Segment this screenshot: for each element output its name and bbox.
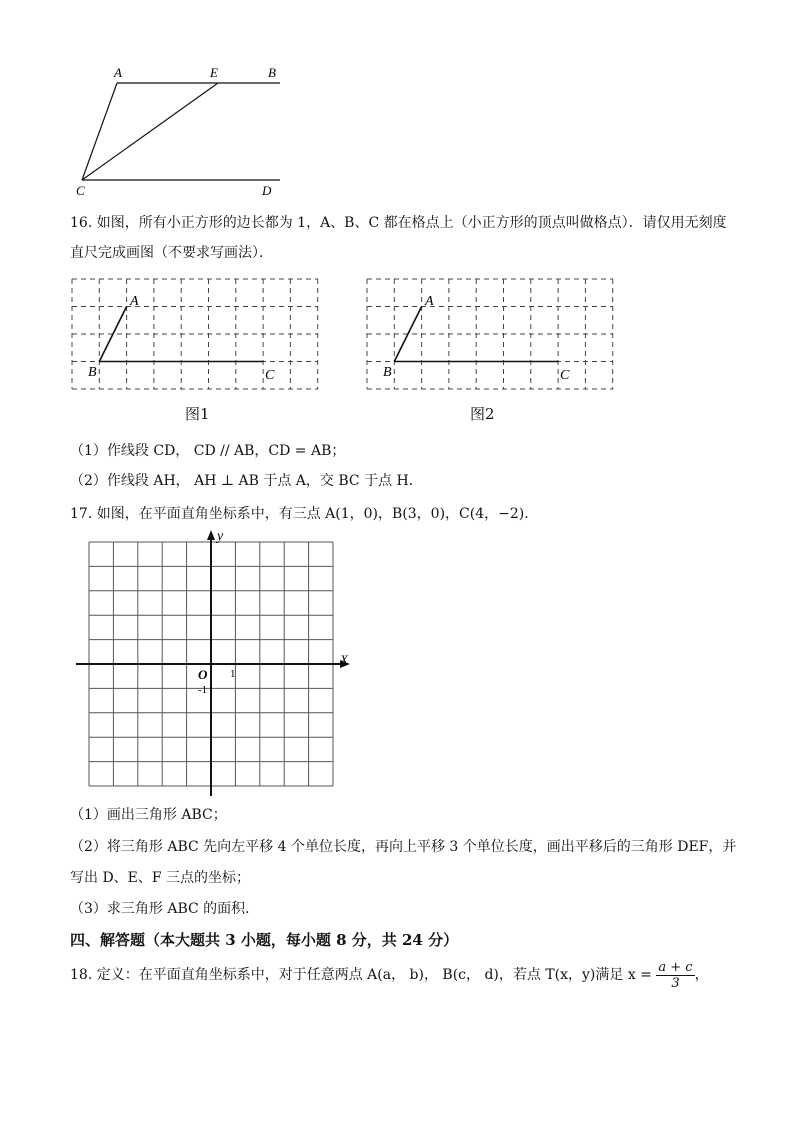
q17-part2-line1: （2）将三角形 ABC 先向左平移 4 个单位长度，再向上平移 3 个单位长度，画出平移后的三角形 DEF，并 bbox=[70, 839, 737, 855]
q18-tail: ， bbox=[694, 967, 709, 983]
x-axis-label: X bbox=[340, 652, 348, 667]
q18-text: 18. 定义：在平面直角坐标系中，对于任意两点 A(a， b)， B(c， d)，若点 T(x，y)满足 x = bbox=[70, 967, 652, 983]
origin-label: O bbox=[198, 667, 208, 682]
figure-caption-2: 图2 bbox=[470, 405, 495, 423]
x-tick-label: 1 bbox=[230, 668, 236, 680]
label-B: B bbox=[268, 65, 276, 80]
label-A: A bbox=[114, 65, 122, 80]
section-heading: 四、解答题（本大题共 3 小题，每小题 8 分，共 24 分） bbox=[70, 931, 459, 949]
y-axis-arrow-icon bbox=[207, 530, 215, 540]
y-tick-label: -1 bbox=[198, 684, 208, 696]
q18-fraction bbox=[656, 960, 694, 991]
q18-fraction-denominator: 3 bbox=[671, 975, 680, 991]
q16-line2: 直尺完成画图（不要求写画法）． bbox=[70, 245, 273, 261]
fig2-label-B: B bbox=[383, 365, 392, 380]
label-E: E bbox=[210, 65, 218, 80]
segment-AC bbox=[82, 83, 117, 180]
fig1-label-A: A bbox=[130, 294, 139, 309]
fig2-label-C: C bbox=[560, 368, 570, 383]
label-D: D bbox=[262, 183, 272, 198]
q18-fraction-numerator: a + c bbox=[658, 959, 693, 975]
fig1-label-C: C bbox=[265, 368, 275, 383]
y-axis-label: y bbox=[217, 529, 224, 544]
q17-part2-line2: 写出 D、E、F 三点的坐标； bbox=[70, 870, 251, 886]
q18-line bbox=[70, 958, 709, 992]
fig2-label-A: A bbox=[425, 294, 434, 309]
label-C: C bbox=[76, 183, 85, 198]
top-geometry-figure bbox=[70, 62, 290, 202]
q16-line1: 16. 如图，所有小正方形的边长都为 1，A、B、C 都在格点上（小正方形的顶点叫做格点）．请仅用无刻度 bbox=[70, 215, 727, 231]
q17-part1: （1）画出三角形 ABC； bbox=[70, 807, 227, 823]
coordinate-grid bbox=[70, 528, 360, 800]
q16-part2: （2）作线段 AH， AH ⊥ AB 于点 A，交 BC 于点 H． bbox=[70, 473, 423, 489]
figure-caption-1: 图1 bbox=[185, 405, 210, 423]
q17-stem: 17. 如图，在平面直角坐标系中，有三点 A(1，0)，B(3，0)，C(4，−2)． bbox=[70, 506, 539, 522]
dashed-grid-figure-1 bbox=[64, 272, 334, 397]
segment-CE bbox=[82, 83, 218, 180]
q17-part3: （3）求三角形 ABC 的面积． bbox=[70, 901, 260, 917]
q16-part1: （1）作线段 CD， CD // AB，CD = AB； bbox=[70, 443, 346, 459]
fig1-label-B: B bbox=[88, 365, 97, 380]
dashed-grid-figure-2 bbox=[359, 272, 629, 397]
